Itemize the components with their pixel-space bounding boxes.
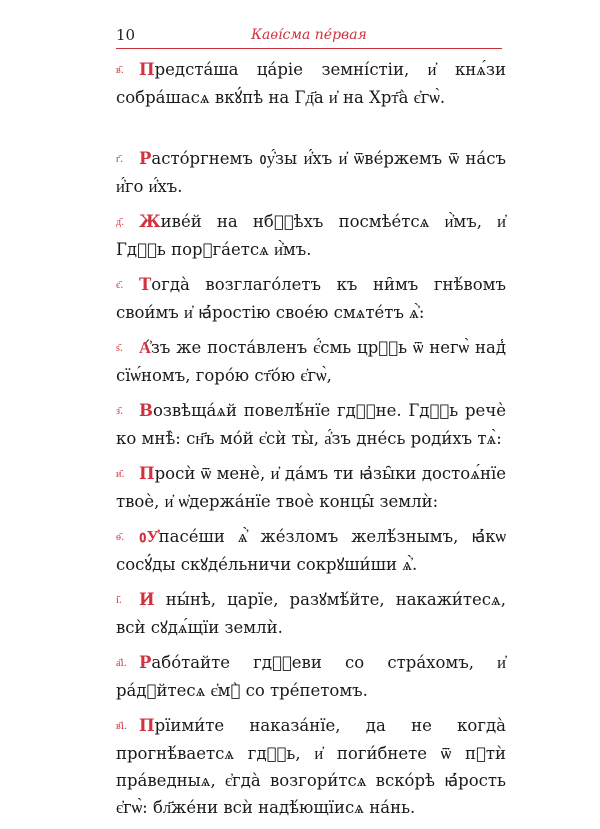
verse-text: або́тайте гдⷭ҇еви со стра́хомъ, и҆ ра́дꙋйтесѧ є҆мꙋ̀ со тре́петомъ. bbox=[116, 653, 506, 700]
verse-12 bbox=[116, 712, 506, 821]
verse-4 bbox=[116, 208, 506, 263]
verse-number: в҃і. bbox=[116, 721, 128, 732]
verse-number: г҃. bbox=[116, 154, 124, 165]
verse-number: ѕ҃. bbox=[116, 343, 124, 354]
verse-initial: И bbox=[139, 590, 155, 609]
verse-number: д҃. bbox=[116, 217, 125, 228]
verse-initial: П bbox=[139, 716, 155, 735]
verse-number: ѳ҃. bbox=[116, 532, 125, 543]
verse-number: и҃. bbox=[116, 469, 125, 480]
verse-number: а҃і. bbox=[116, 658, 127, 669]
verse-10 bbox=[116, 586, 506, 641]
verse-11 bbox=[116, 649, 506, 704]
verse-text: ны́нѣ, царїе, разꙋмѣ́йте, накажи́тесѧ, всѝ сꙋдѧ́щїи землѝ. bbox=[116, 590, 506, 637]
verse-3 bbox=[116, 145, 506, 200]
verse-text: редста́ша ца́ріе земні́стіи, и҆ кнѧ́зи собра́шасѧ вкꙋ́пѣ на Гд҃а и҆ на Хрт҃а̀ є҆гѡ̀. bbox=[116, 60, 506, 107]
verse-number: є҃. bbox=[116, 280, 124, 291]
verse-text: рїими́те наказа́нїе, да не когда̀ прогнѣ́ваетсѧ гдⷭ҇ь, и҆ поги́бнете ѿ пꙋтѝ пра́ведныѧ, є҆гда̀ возгори́тсѧ вско́рѣ ꙗ҆́рость є҆гѡ̀: бл҃же́ни всѝ надѣ́ющїисѧ на́нь. bbox=[116, 716, 506, 817]
verse-initial: Т bbox=[139, 275, 152, 294]
verse-initial: А҆ bbox=[139, 338, 151, 357]
verse-2 bbox=[116, 56, 506, 111]
verse-6 bbox=[116, 334, 506, 389]
verse-9 bbox=[116, 523, 506, 578]
verse-text: огда̀ возглаго́летъ къ ни̑мъ гнѣ́вомъ свои́мъ и҆ ꙗ҆́ростію свое́ю смѧте́тъ ѧ҆̀: bbox=[116, 275, 506, 322]
verse-8 bbox=[116, 460, 506, 515]
verse-initial: Р bbox=[139, 653, 152, 672]
verse-initial: П bbox=[139, 60, 155, 79]
page-number: 10 bbox=[116, 26, 136, 44]
verse-text: асто́ргнемъ ᲂу҆́зы и҆́хъ и҆ ѿве́ржемъ ѿ на́съ и҆́го и҆́хъ. bbox=[116, 149, 506, 196]
verse-7 bbox=[116, 397, 506, 452]
verse-initial: В bbox=[139, 401, 153, 420]
verse-initial: П bbox=[139, 464, 155, 483]
verse-text: пасе́ши ѧ҆̀ же́зломъ желѣ́знымъ, ꙗ҆́кѡ сосꙋ́ды скꙋде́льничи сокрꙋши́ши ѧ҆̀. bbox=[116, 527, 506, 574]
verse-text: ́зъ же поста́вленъ є҆́смь црⷭ҇ь ѿ негѡ̀ над̾ сїѡ́номъ, горо́ю ст҃о́ю є҆гѡ̀, bbox=[116, 338, 506, 385]
verse-number: в҃. bbox=[116, 65, 124, 76]
verse-number: з҃. bbox=[116, 406, 124, 417]
verse-initial: Ж bbox=[139, 212, 161, 231]
verse-text: озвѣща́ѧй повелѣ́нїе гдⷭ҇не. Гдⷭ҇ь речѐ ко мнѣ̀: сн҃ъ мо́й є҆сѝ ты̀, а҆́зъ дне́сь роди́хъ тѧ̀: bbox=[116, 401, 506, 448]
verse-text: иве́й на нбⷭ҇ѣхъ посмѣе́тсѧ и҆̀мъ, и҆ Гдⷭ҇ь порꙋга́етсѧ и҆̀мъ. bbox=[116, 212, 506, 259]
verse-number: і҃. bbox=[116, 595, 122, 606]
verse-initial: ᲂУ҆ bbox=[139, 527, 159, 546]
verse-text: росѝ ѿ менѐ, и҆ да́мъ ти ꙗ҆зы̑ки достоѧ́нїе твоѐ, и҆ ѡ҆держа́нїе твоѐ концы̑ землѝ: bbox=[116, 464, 506, 511]
verse-5 bbox=[116, 271, 506, 326]
verse-initial: Р bbox=[139, 149, 152, 168]
verse-list bbox=[116, 56, 506, 829]
page-header bbox=[116, 22, 502, 49]
running-title: Каѳі́сма пе́рвая bbox=[251, 27, 367, 43]
